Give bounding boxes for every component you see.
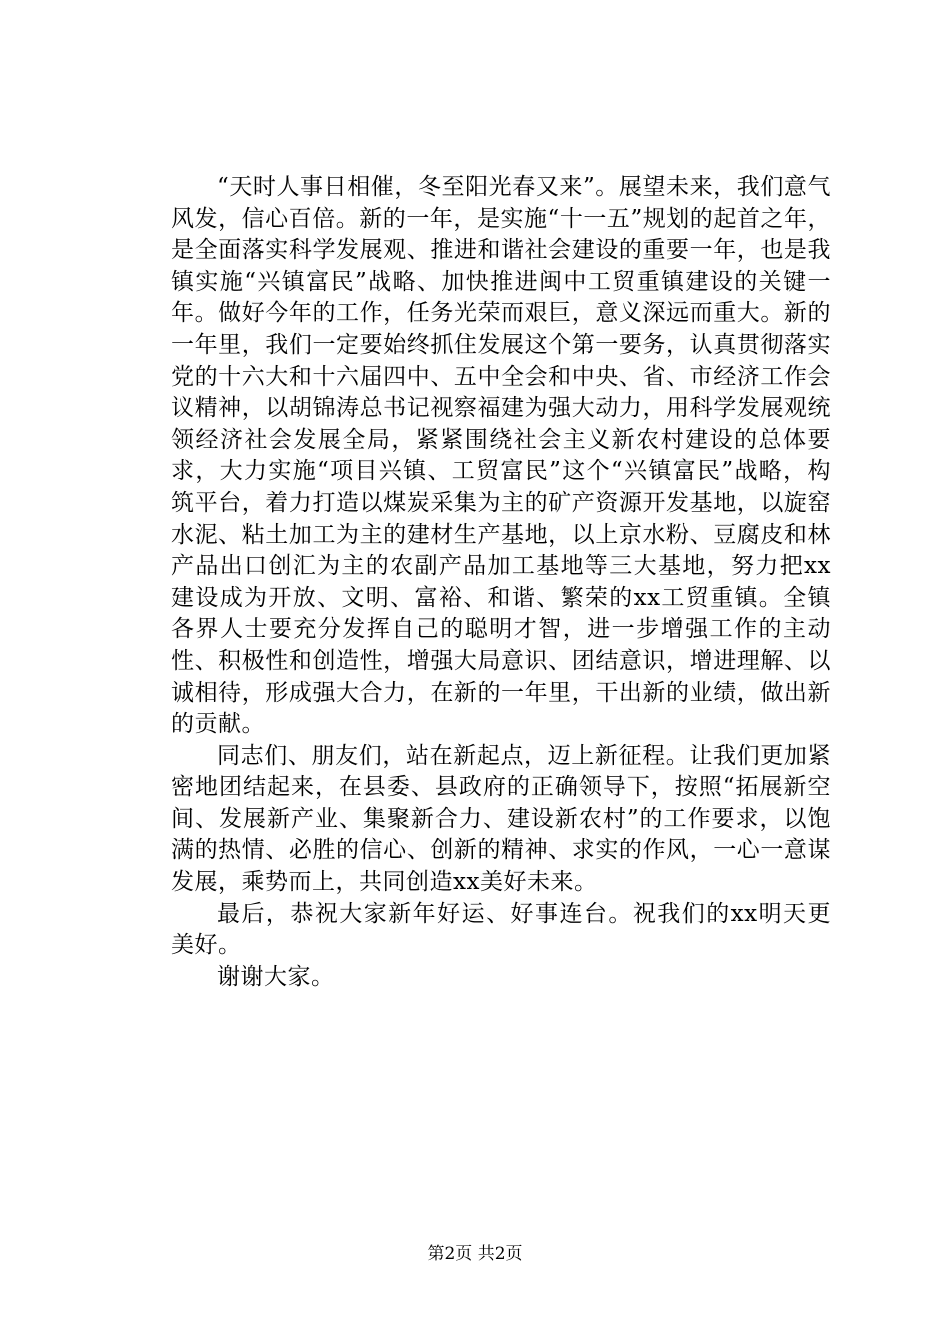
paragraph-4: 谢谢大家。 (217, 963, 335, 990)
paragraph-1: “天时人事日相催，冬至阳光春又来”。展望未来，我们意气风发，信心百倍。新的一年，是实施“十一五”规划的起首之年，是全面落实科学发展观、推进和谐社会建设的重要一年，也是我镇实施“兴镇富民”战略、加快推进闽中工贸重镇建设的关键一年。做好今年的工作，任务光荣而艰巨，意义深远而重大。新的一年里，我们一定要始终抓住发展这个第一要务，认真贯彻落实党的十六大和十六届四中、五中全会和中央、省、市经济工作会议精神，以胡锦涛总书记视察福建为强大动力，用科学发展观统领经济社会发展全局，紧紧围绕社会主义新农村建设的总体要求，大力实施“项目兴镇、工贸富民”这个“兴镇富民”战略，构筑平台，着力打造以煤炭采集为主的矿产资源开发基地，以旋窑水泥、粘土加工为主的建材生产基地，以上京水粉、豆腐皮和林产品出口创汇为主的农副产品加工基地等三大基地，努力把xx建设成为开放、文明、富裕、和谐、繁荣的xx工贸重镇。全镇各界人士要充分发挥自己的聪明才智，进一步增强工作的主动性、积极性和创造性，增强大局意识、团结意识，增进理解、以诚相待，形成强大合力，在新的一年里，干出新的业绩，做出新的贡献。 (171, 174, 831, 738)
paragraph-2: 同志们、朋友们，站在新起点，迈上新征程。让我们更加紧密地团结起来，在县委、县政府的正确领导下，按照“拓展新空间、发展新产业、集聚新合力、建设新农村”的工作要求，以饱满的热情、必胜的信心、创新的精神、求实的作风，一心一意谋发展，乘势而上，共同创造xx美好未来。 (171, 742, 831, 896)
paragraph-3: 最后，恭祝大家新年好运、好事连台。祝我们的xx明天更美好。 (171, 900, 831, 959)
document-body (171, 172, 831, 993)
page-number-footer: 第2页 共2页 (427, 1244, 523, 1264)
